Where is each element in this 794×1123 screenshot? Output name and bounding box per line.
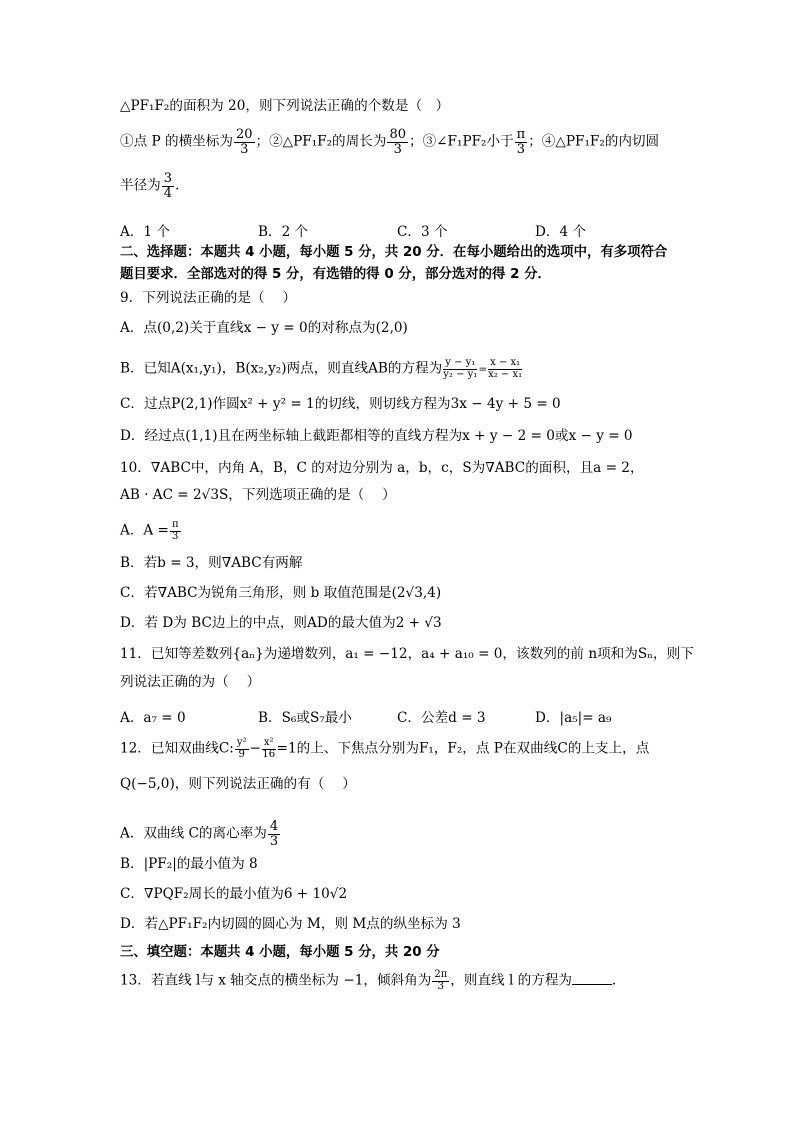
q9-option-d: D．经过点(1,1)且在两坐标轴上截距都相等的直线方程为x + y − 2 = 0或x − y = 0	[120, 428, 633, 444]
q8-choice-c: C．3 个	[397, 224, 448, 240]
section2-header-line2: 题目要求．全部选对的得 5 分，有选错的得 0 分，部分选对的得 2 分．	[120, 267, 551, 282]
fraction-3-4: $\frac{3}{4}$	[163, 171, 173, 201]
q10-option-b: B．若b = 3，则∇ABC有两解	[120, 555, 303, 571]
q9-option-c: C．过点P(2,1)作圆x² + y² = 1的切线，则切线方程为3x − 4y + 5 = 0	[120, 396, 561, 412]
fraction-x: $\frac{\text{x − x₁}}{\text{x₂ − x₁}}$	[488, 357, 523, 380]
q12-option-a: A．双曲线 C的离心率为 $\frac{4}{3}$	[120, 819, 279, 849]
q8-radius-line: 半径为 $\frac{3}{4}$ ．	[120, 171, 189, 201]
q12-stem: 12．已知双曲线C: $\frac{\text{y²}}{9}$ − $\frac{\text{x²}}{16}$ =1的上、下焦点分别为F₁，F₂，点 P在双曲线C的上支上，点	[120, 737, 650, 760]
fraction-y: $\frac{\text{y − y₁}}{\text{y₂ − y₁}}$	[443, 357, 478, 380]
fraction-pi-3: $\frac{\pi}{3}$	[171, 519, 179, 542]
q10-stem-2: AB · AC = 2√3S，下列选项正确的是（ ）	[120, 487, 396, 503]
q10-stem: 10．∇ABC中，内角 A，B，C 的对边分别为 a，b，c，S为∇ABC的面积，且a = 2，	[120, 460, 644, 476]
q11-choice-c: C．公差d = 3	[397, 710, 486, 726]
answer-blank[interactable]	[572, 984, 612, 985]
q8-choice-b: B．2 个	[258, 224, 309, 240]
fraction-20-3: $\frac{20}{3}$	[235, 127, 253, 157]
section3-header: 三、填空题：本题共 4 小题，每小题 5 分，共 20 分	[120, 945, 440, 960]
q12-stem-2: Q(−5,0)，则下列说法正确的有（ ）	[120, 776, 356, 792]
fraction-y2-9: $\frac{\text{y²}}{9}$	[236, 737, 247, 760]
q11-stem-2: 列说法正确的为（ ）	[120, 674, 261, 690]
q8-choice-d: D．4 个	[535, 224, 587, 240]
q8-item1: ①点 P 的横坐标为	[120, 133, 233, 150]
q9-stem: 9．下列说法正确的是（ ）	[120, 290, 297, 306]
q12-option-b: B．|PF₂|的最小值为 8	[120, 856, 258, 872]
fraction-pi-3: $\frac{\pi}{3}$	[516, 127, 526, 157]
fraction-2pi-3: $\frac{2\pi}{3}$	[434, 969, 448, 992]
q11-choice-d: D．|a₅|= a₉	[535, 710, 612, 726]
q10-option-a: A．A = $\frac{\pi}{3}$	[120, 519, 179, 542]
q8-item4: ；④△PF₁F₂的内切圆	[528, 133, 660, 150]
q11-choice-b: B．S₆或S₇最小	[258, 710, 352, 726]
q10-option-d: D．若 D为 BC边上的中点，则AD的最大值为2 + √3	[120, 615, 442, 631]
fraction-4-3: $\frac{4}{3}$	[269, 819, 279, 849]
q8-stem-text: △PF₁F₂的面积为 20，则下列说法正确的个数是（ ）	[120, 98, 450, 114]
q8-item3: ；③∠F₁PF₂小于	[408, 133, 514, 150]
q13-stem: 13．若直线 l与 x 轴交点的横坐标为 −1，倾斜角为 $\frac{2\pi}{3}$ ，则直线 l 的方程为 ．	[120, 969, 626, 992]
q8-items-line	[120, 128, 659, 156]
q9-option-b: B．已知A(x₁,y₁)，B(x₂,y₂)两点，则直线AB的方程为 $\frac{\text{y − y₁}}{\text{y₂ − y₁}}$ = $\frac{\text{x − x₁}}{\text{x₂ − x₁}}$	[120, 357, 523, 380]
q11-choice-a: A．a₇ = 0	[120, 710, 186, 726]
section2-header-line1: 二、选择题：本题共 4 小题，每小题 5 分，共 20 分．在每小题给出的选项中，有多项符合	[120, 245, 668, 260]
q11-stem: 11．已知等差数列{aₙ}为递增数列，a₁ = −12，a₄ + a₁₀ = 0，该数列的前 n项和为Sₙ，则下	[120, 646, 694, 662]
q8-stem-line	[120, 100, 449, 114]
q12-option-c: C．∇PQF₂周长的最小值为6 + 10√2	[120, 886, 348, 902]
q8-item2: ；②△PF₁F₂的周长为	[255, 133, 387, 150]
q9-option-a: A．点(0,2)关于直线x − y = 0的对称点为(2,0)	[120, 320, 408, 336]
q8-choice-a: A．1 个	[120, 224, 170, 240]
q10-option-c: C．若∇ABC为锐角三角形，则 b 取值范围是(2√3,4)	[120, 585, 442, 601]
q12-option-d: D．若△PF₁F₂内切圆的圆心为 M，则 M点的纵坐标为 3	[120, 916, 461, 932]
fraction-80-3: $\frac{80}{3}$	[389, 127, 406, 157]
fraction-x2-16: $\frac{\text{x²}}{16}$	[262, 737, 276, 760]
